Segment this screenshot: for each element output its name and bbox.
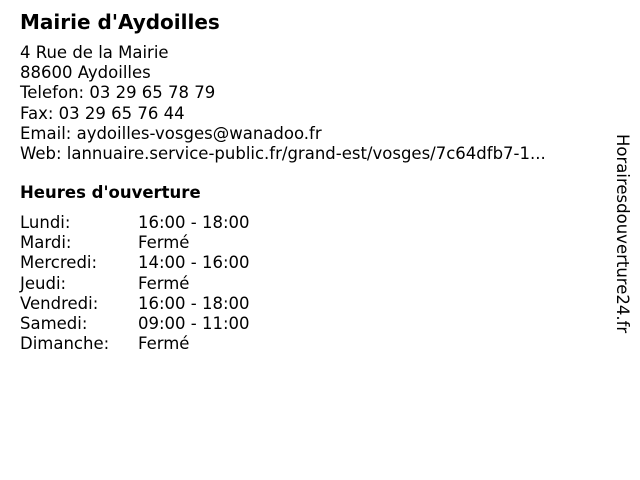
day-hours: Fermé — [138, 273, 190, 293]
day-hours: 09:00 - 11:00 — [138, 313, 250, 333]
web-line: Web: lannuaire.service-public.fr/grand-est/vosges/7c64dfb7-1... — [20, 144, 546, 164]
site-watermark: Horairesdouverture24.fr — [613, 134, 632, 334]
day-label: Mardi: — [20, 233, 72, 253]
phone-line: Telefon: 03 29 65 78 79 — [20, 83, 216, 103]
day-label: Jeudi: — [20, 273, 67, 293]
contact-info — [20, 43, 546, 164]
day-hours: Fermé — [138, 334, 190, 354]
address-city: 88600 Aydoilles — [20, 63, 151, 83]
day-label: Vendredi: — [20, 293, 99, 313]
day-label: Lundi: — [20, 213, 71, 232]
day-label: Dimanche: — [20, 334, 110, 354]
day-label: Samedi: — [20, 313, 88, 333]
opening-hours-heading: Heures d'ouverture — [20, 183, 201, 202]
day-hours: 16:00 - 18:00 — [138, 213, 250, 232]
address-street: 4 Rue de la Mairie — [20, 43, 169, 62]
day-hours: Fermé — [138, 233, 190, 253]
day-hours: 14:00 - 16:00 — [138, 253, 250, 273]
fax-line: Fax: 03 29 65 76 44 — [20, 103, 185, 123]
day-hours: 16:00 - 18:00 — [138, 293, 250, 313]
day-label: Mercredi: — [20, 253, 98, 273]
email-line: Email: aydoilles-vosges@wanadoo.fr — [20, 123, 322, 143]
page-title: Mairie d'Aydoilles — [20, 10, 220, 34]
